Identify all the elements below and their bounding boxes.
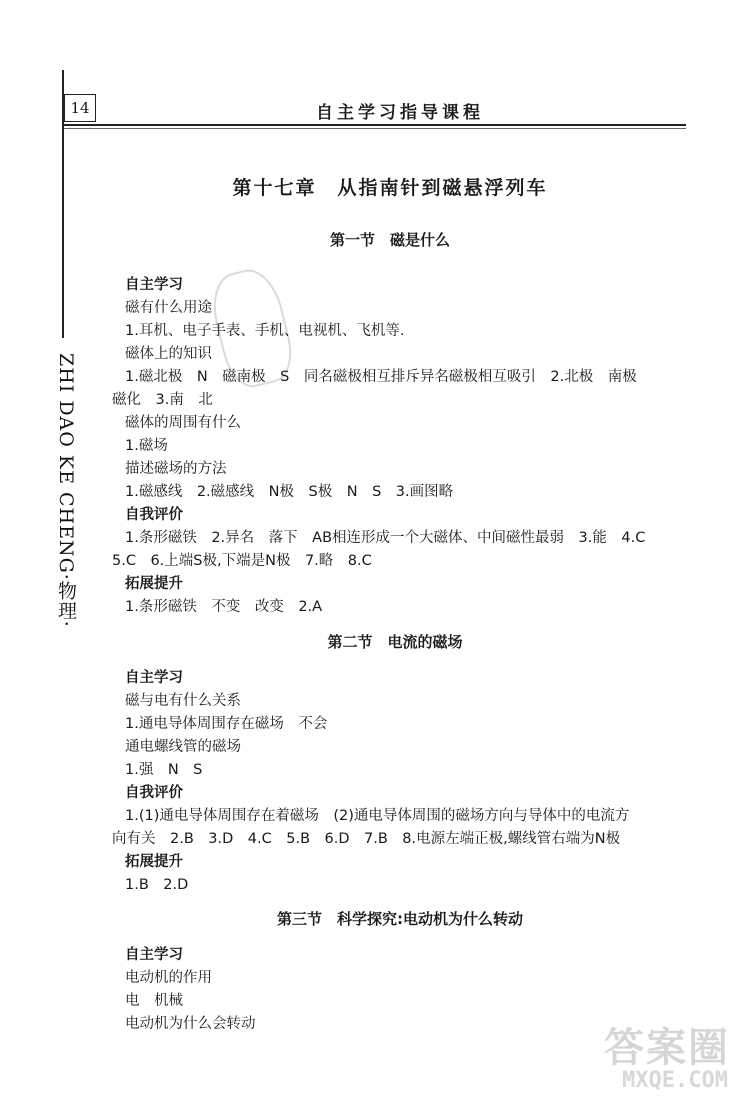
- chapter-title: 第十七章 从指南针到磁悬浮列车: [232, 177, 548, 199]
- watermark-logo: 答案圈: [604, 1025, 730, 1071]
- text-line: 自主学习: [125, 277, 183, 293]
- text-line: 5.C 6.上端S极,下端是N极 7.略 8.C: [112, 553, 372, 569]
- text-line: 1.B 2.D: [125, 877, 189, 893]
- text-line: 自主学习: [125, 947, 183, 963]
- margin-rule: [62, 70, 64, 338]
- section-title-1: 第一节 磁是什么: [329, 231, 450, 249]
- text-line: 描述磁场的方法: [125, 461, 227, 477]
- text-line: 拓展提升: [125, 576, 183, 592]
- text-line: 1.条形磁铁 不变 改变 2.A: [125, 599, 323, 615]
- text-line: 磁与电有什么关系: [125, 693, 241, 709]
- header-rule: [64, 124, 686, 126]
- text-line: 1.强 N S: [125, 762, 203, 778]
- page-number: 14: [64, 94, 96, 122]
- section-title-2: 第二节 电流的磁场: [327, 633, 463, 651]
- text-line: 通电螺线管的磁场: [125, 739, 241, 755]
- text-line: 磁体上的知识: [125, 346, 212, 362]
- text-line: 1.条形磁铁 2.异名 落下 AB相连形成一个大磁体、中间磁性最弱 3.能 4.C: [125, 530, 646, 546]
- text-line: 磁化 3.南 北: [112, 392, 213, 408]
- text-line: 1.磁场: [125, 438, 168, 454]
- section-title-3: 第三节 科学探究:电动机为什么转动: [276, 910, 523, 928]
- text-line: 拓展提升: [125, 854, 183, 870]
- running-header: 自主学习指导课程: [316, 103, 484, 123]
- text-line: 1.(1)通电导体周围存在着磁场 (2)通电导体周围的磁场方向与导体中的电流方: [125, 808, 630, 824]
- text-line: 磁有什么用途: [125, 300, 212, 316]
- text-line: 磁体的周围有什么: [125, 415, 241, 431]
- text-line: 1.磁北极 N 磁南极 S 同名磁极相互排斥异名磁极相互吸引 2.北极 南极: [125, 369, 637, 385]
- header-rule-thin: [64, 128, 686, 129]
- text-line: 自我评价: [125, 507, 183, 523]
- series-side-label: ZHI DAO KE CHENG·物理·: [55, 353, 77, 628]
- text-line: 1.磁感线 2.磁感线 N极 S极 N S 3.画图略: [125, 484, 454, 500]
- text-line: 电动机的作用: [125, 970, 212, 986]
- text-line: 向有关 2.B 3.D 4.C 5.B 6.D 7.B 8.电源左端正极,螺线管右端为N极: [112, 831, 621, 847]
- text-line: 电动机为什么会转动: [125, 1016, 256, 1032]
- watermark-url: MXQE.COM: [622, 1068, 728, 1093]
- text-line: 1.耳机、电子手表、手机、电视机、飞机等.: [125, 323, 405, 339]
- text-line: 电 机械: [125, 993, 183, 1009]
- text-line: 1.通电导体周围存在磁场 不会: [125, 716, 328, 732]
- text-line: 自我评价: [125, 785, 183, 801]
- text-line: 自主学习: [125, 670, 183, 686]
